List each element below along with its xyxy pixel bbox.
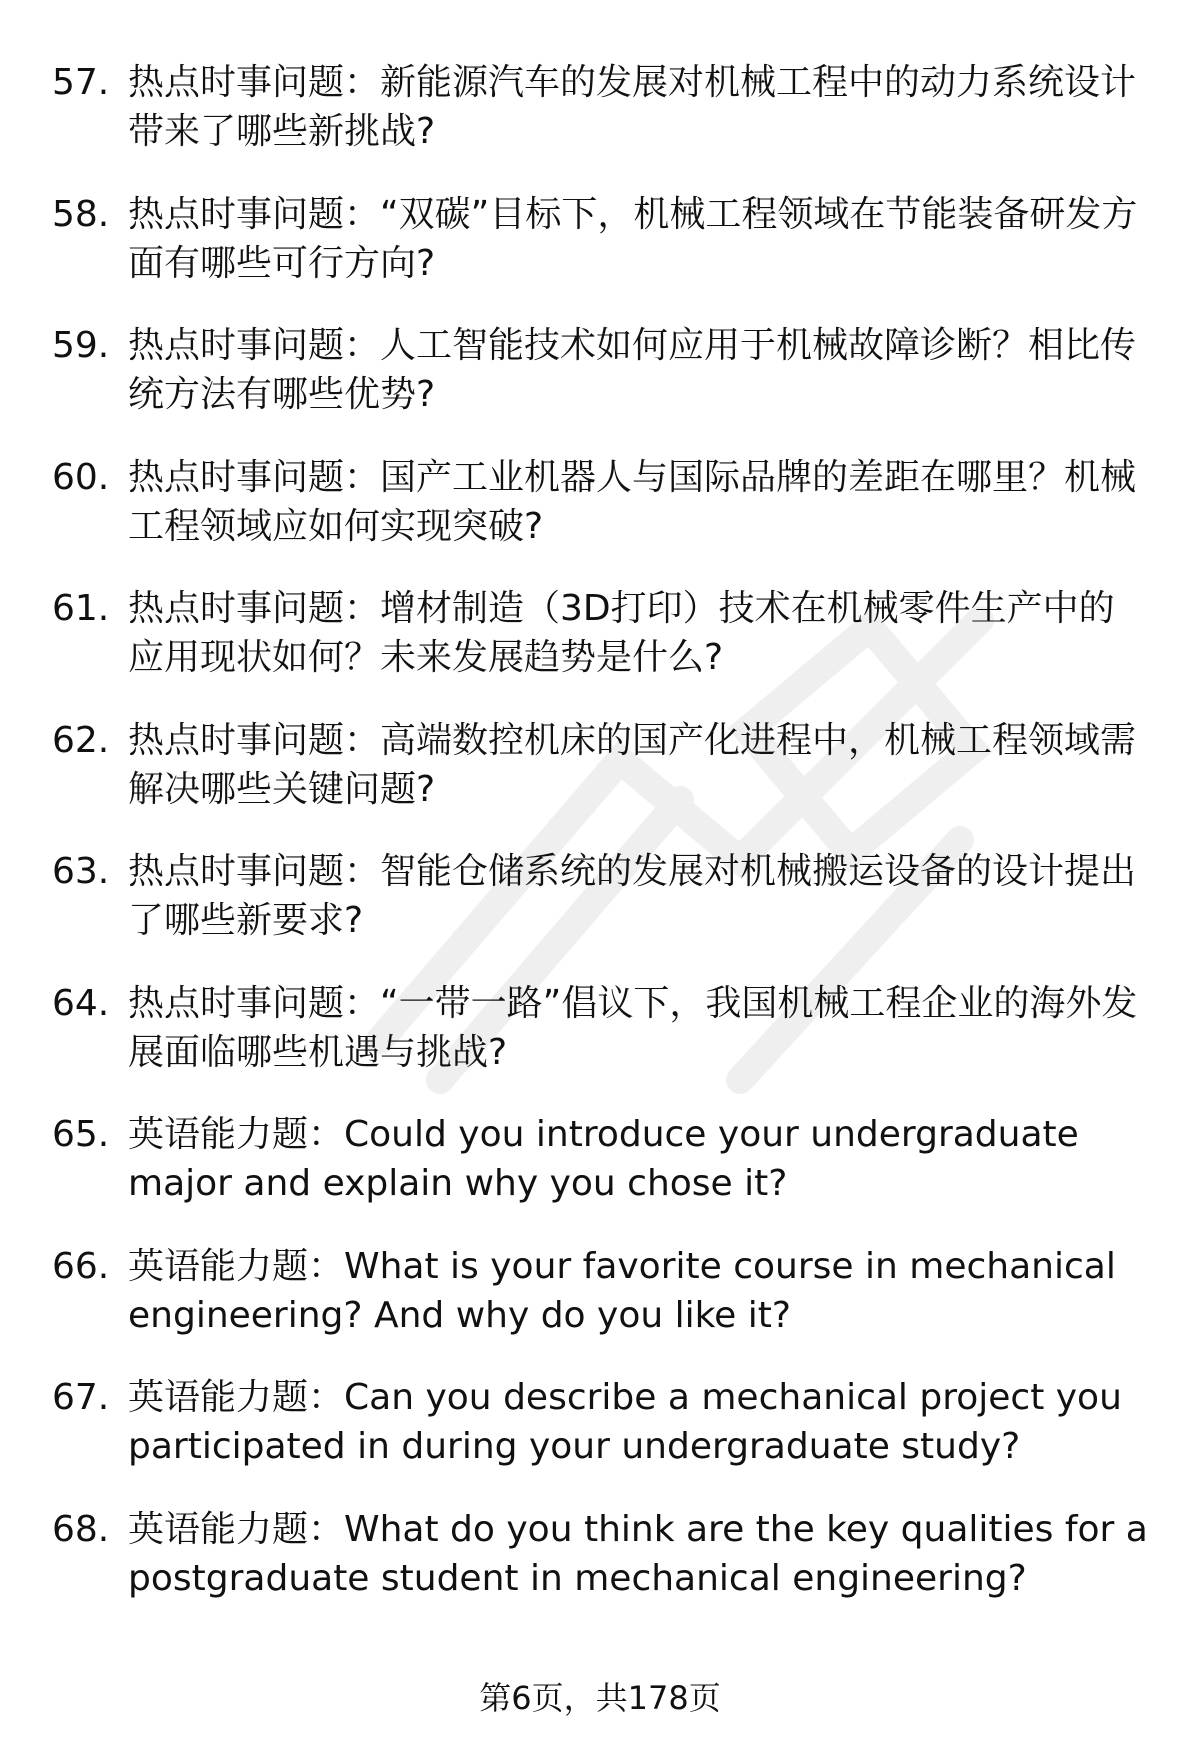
question-category: 热点时事问题： (128, 720, 381, 761)
question-item (0, 716, 1200, 826)
question-body (128, 584, 1148, 682)
question-text: 新能源汽车的发展对机械工程中的动力系统设计带来了哪些新挑战? (128, 62, 1137, 152)
question-body (128, 1242, 1148, 1340)
question-number: 58. (52, 194, 110, 235)
question-item (0, 1505, 1200, 1615)
question-body (128, 453, 1148, 551)
question-number: 65. (52, 1114, 110, 1155)
question-text: “一带一路”倡议下，我国机械工程企业的海外发展面临哪些机遇与挑战? (128, 983, 1138, 1073)
question-text: 国产工业机器人与国际品牌的差距在哪里？机械工程领域应如何实现突破? (128, 457, 1137, 547)
question-category: 热点时事问题： (128, 457, 381, 498)
question-item (0, 190, 1200, 300)
question-item (0, 453, 1200, 563)
question-category: 英语能力题： (128, 1509, 345, 1550)
question-text: 高端数控机床的国产化进程中，机械工程领域需解决哪些关键问题? (128, 720, 1137, 810)
question-body (128, 190, 1148, 288)
question-category: 热点时事问题： (128, 325, 381, 366)
question-text: What is your favorite course in mechanical engineering? And why do you like it? (128, 1246, 1116, 1336)
question-item (0, 1373, 1200, 1483)
question-text: 智能仓储系统的发展对机械搬运设备的设计提出了哪些新要求? (128, 851, 1137, 941)
question-item (0, 321, 1200, 431)
question-body (128, 58, 1148, 156)
question-body (128, 716, 1148, 814)
question-text: 人工智能技术如何应用于机械故障诊断？相比传统方法有哪些优势? (128, 325, 1137, 415)
question-item (0, 58, 1200, 168)
question-category: 热点时事问题： (128, 62, 381, 103)
question-number: 59. (52, 325, 110, 366)
question-body (128, 1373, 1148, 1471)
question-number: 68. (52, 1509, 110, 1550)
question-text: “双碳”目标下，机械工程领域在节能装备研发方面有哪些可行方向? (128, 194, 1138, 284)
question-category: 英语能力题： (128, 1377, 345, 1418)
question-item (0, 979, 1200, 1089)
question-category: 热点时事问题： (128, 194, 381, 235)
page-footer (0, 1676, 1200, 1720)
question-category: 热点时事问题： (128, 588, 381, 629)
question-number: 62. (52, 720, 110, 761)
question-item (0, 584, 1200, 694)
page-number-label: 第6页，共178页 (479, 1679, 721, 1717)
question-number: 66. (52, 1246, 110, 1287)
question-body (128, 1110, 1148, 1208)
question-text: Could you introduce your undergraduate major and explain why you chose it? (128, 1114, 1079, 1204)
question-category: 英语能力题： (128, 1114, 345, 1155)
question-text: Can you describe a mechanical project you participated in during your undergraduate study? (128, 1377, 1122, 1467)
question-number: 61. (52, 588, 110, 629)
question-item (0, 1242, 1200, 1352)
question-text: What do you think are the key qualities for a postgraduate student in mechanical engineering? (128, 1509, 1148, 1599)
question-number: 63. (52, 851, 110, 892)
question-body (128, 1505, 1148, 1603)
question-number: 67. (52, 1377, 110, 1418)
question-body (128, 979, 1148, 1077)
question-category: 热点时事问题： (128, 983, 381, 1024)
question-item (0, 847, 1200, 957)
question-category: 热点时事问题： (128, 851, 381, 892)
question-number: 57. (52, 62, 110, 103)
question-body (128, 847, 1148, 945)
question-text: 增材制造（3D打印）技术在机械零件生产中的应用现状如何？未来发展趋势是什么? (128, 588, 1115, 678)
question-number: 64. (52, 983, 110, 1024)
question-number: 60. (52, 457, 110, 498)
question-item (0, 1110, 1200, 1220)
question-body (128, 321, 1148, 419)
question-category: 英语能力题： (128, 1246, 345, 1287)
